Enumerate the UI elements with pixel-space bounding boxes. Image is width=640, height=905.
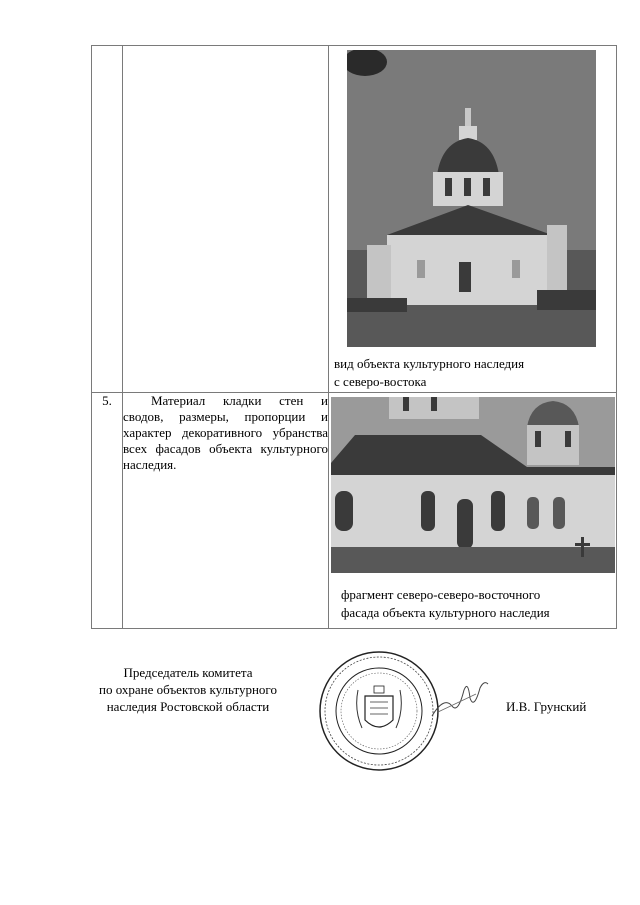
photo-cell — [329, 393, 617, 629]
photo-caption — [341, 586, 550, 622]
photo-caption — [334, 355, 524, 391]
church-photo-northeast — [347, 50, 596, 347]
handwritten-signature — [430, 676, 490, 722]
table-row — [92, 46, 617, 393]
row-description — [123, 46, 329, 393]
caption-line: фрагмент северо-северо-восточного — [341, 587, 541, 602]
row-number: 5. — [92, 393, 123, 629]
signer-title-line: наследия Ростовской области — [106, 699, 270, 714]
caption-line: с северо-востока — [334, 374, 427, 389]
church-facade-photo — [331, 397, 615, 573]
signer-title-line: Председатель комитета — [123, 665, 253, 680]
signer-title — [78, 664, 298, 715]
caption-line: фасада объекта культурного наследия — [341, 605, 550, 620]
photo-cell — [329, 46, 617, 393]
table-row — [92, 393, 617, 629]
caption-line: вид объекта культурного наследия — [334, 356, 525, 371]
heritage-table — [91, 45, 617, 629]
signer-name: И.В. Грунский — [506, 699, 587, 714]
official-seal — [318, 650, 440, 772]
description-text: Материал кладки стен и сводов, размеры, пропорции и характер декоративного убранства всех фасадов объекта культурного наследия. — [123, 393, 328, 472]
row-number — [92, 46, 123, 393]
signer-title-line: по охране объектов культурного — [99, 682, 277, 697]
row-description — [123, 393, 329, 629]
